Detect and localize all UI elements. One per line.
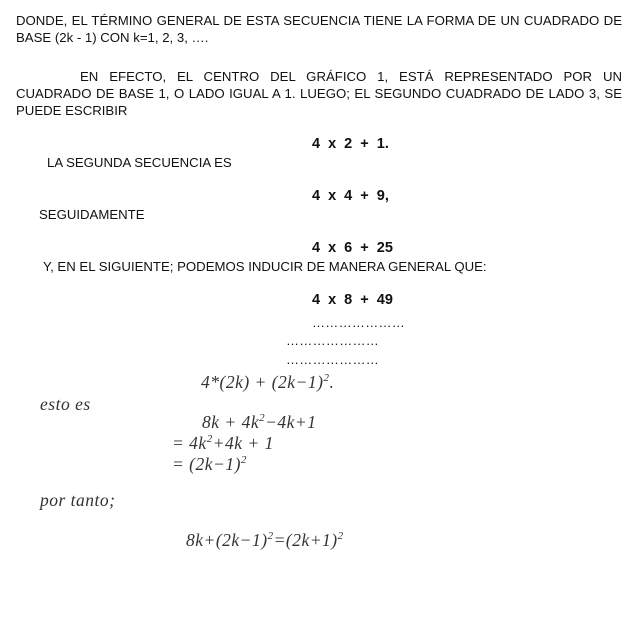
- math-general-term: [201, 372, 334, 393]
- math-line2-part-b: +4k + 1: [212, 433, 274, 453]
- math-final-part-a: 8k+(2k−1): [186, 530, 268, 550]
- math-final-identity: [186, 530, 344, 551]
- math-line1-exponent: 2: [259, 412, 266, 424]
- math-line2-part-a: = 4k: [172, 433, 207, 453]
- math-line1-part-b: −4k+1: [265, 412, 317, 432]
- label-seguidamente: SEGUIDAMENTE: [39, 207, 145, 222]
- expression-2: 4 x 4 + 9,: [312, 188, 389, 204]
- paragraph-explanation: EN EFECTO, EL CENTRO DEL GRÁFICO 1, ESTÁ REPRESENTADO POR UN CUADRADO DE BASE 1, O LADO IGUAL A 1. LUEGO; EL SEGUNDO CUADRADO DE LADO 3, SE PUEDE ESCRIBIR: [16, 69, 622, 118]
- expression-3: 4 x 6 + 25: [312, 240, 393, 256]
- math-line2-exponent: 2: [206, 433, 213, 445]
- math-por-tanto: por tanto;: [40, 490, 116, 510]
- math-general-exponent: 2: [323, 372, 330, 384]
- ellipsis-line-1: …………………: [312, 315, 406, 330]
- math-final-part-b: =(2k+1): [273, 530, 338, 550]
- expression-4: 4 x 8 + 49: [312, 292, 393, 308]
- math-expansion-line-1: [202, 412, 316, 433]
- math-general-period: .: [329, 372, 335, 392]
- math-expansion-line-3: [172, 454, 247, 475]
- expression-1: 4 x 2 + 1.: [312, 136, 389, 152]
- ellipsis-line-3: …………………: [286, 352, 380, 367]
- math-final-exponent-2: 2: [337, 530, 344, 542]
- math-line3-exponent: 2: [240, 454, 247, 466]
- label-segunda-secuencia: LA SEGUNDA SECUENCIA ES: [47, 155, 232, 170]
- math-final-exponent-1: 2: [267, 530, 274, 542]
- label-siguiente: Y, EN EL SIGUIENTE; PODEMOS INDUCIR DE MANERA GENERAL QUE:: [43, 259, 487, 274]
- paragraph-intro: DONDE, EL TÉRMINO GENERAL DE ESTA SECUENCIA TIENE LA FORMA DE UN CUADRADO DE BASE (2k - 1) CON k=1, 2, 3, ….: [16, 13, 622, 45]
- ellipsis-line-2: …………………: [286, 333, 380, 348]
- math-line1-part-a: 8k + 4k: [202, 412, 260, 432]
- math-expansion-line-2: [172, 433, 274, 454]
- math-esto-es: esto es: [40, 394, 91, 414]
- math-line3-part-a: = (2k−1): [172, 454, 241, 474]
- math-general-base: 4*(2k) + (2k−1): [201, 372, 324, 392]
